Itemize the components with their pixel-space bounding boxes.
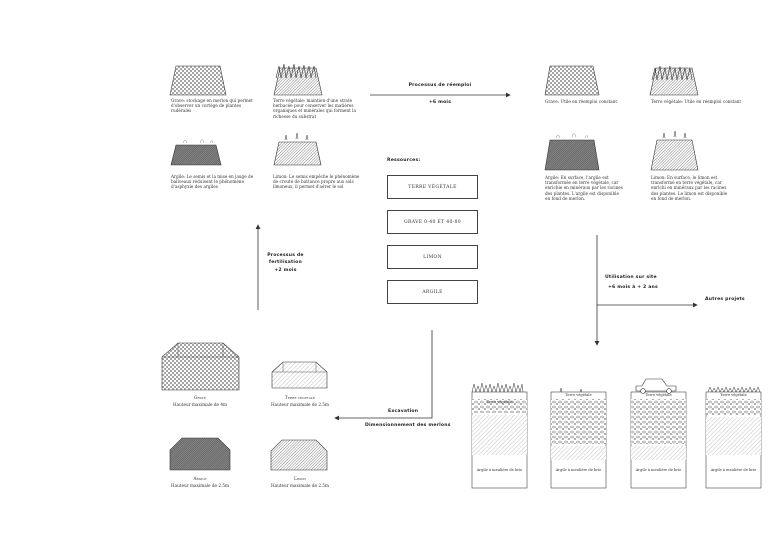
mound-argile-right-icon (545, 134, 599, 171)
arrow-fertilisation-title-2: fertilisation (269, 260, 302, 265)
caption-argile: Argile: Le semis et la mise en jauge de baliveaux réduisent le phénomène d'asphyxie des argiles (171, 174, 254, 190)
resource-grave: GRAVE 0-40 ET 40-80 (387, 210, 478, 234)
merlon-argile-height: Hauteur maximale de 2.5m (171, 483, 229, 488)
mound-grave-icon (170, 66, 226, 95)
mound-terre-vegetale-icon (274, 64, 322, 95)
soil-3-bottom-label: Argile à meulière de brie (635, 468, 682, 472)
merlon-limon-height: Hauteur maximale de 2.5m (271, 483, 329, 488)
caption-limon-right: Limon: En surface, le limon est transformé en terre végétale, car enrichi en minéraux par les racines des plantes. Le limon est disponible en fond de merlon. (651, 175, 728, 201)
soil-3-top-label: Terre végétale (645, 393, 672, 397)
merlon-terre-name: Terre végétale (284, 395, 316, 400)
arrow-excavation (335, 330, 432, 418)
merlon-grave-icon (162, 343, 239, 390)
soil-2-top-label: Terre végétale (565, 393, 592, 397)
arrow-utilisation-title: Utilisation sur site (605, 275, 657, 280)
soil-1-top-label: Terre végétale (486, 400, 513, 404)
soil-4-bottom-label: Argile à meulière de brie (710, 468, 757, 472)
merlon-limon-icon (271, 440, 327, 470)
car-icon (636, 379, 676, 393)
merlon-argile-icon (170, 438, 230, 470)
arrow-reemploi-title: Processus de réemploi (408, 83, 472, 88)
mound-grave-right-icon (545, 66, 599, 95)
merlon-grave-height: Hauteur maximale de 4m (173, 402, 227, 407)
mound-argile-icon (171, 140, 221, 166)
caption-terre-vegetale-right: Terre végétale: Utile en réemploi constant (651, 99, 742, 104)
merlon-grave-name: Grave (194, 395, 206, 400)
resources-title: Ressources: (387, 158, 421, 163)
mound-limon-right-icon (651, 131, 698, 170)
mound-limon-icon (274, 133, 321, 165)
caption-limon: Limon: Le semis empêche le phénomène de croute de battance propre aux sols limoneux, il permet d'aérer le sol (273, 174, 360, 190)
resource-terre-vegetale: TERRE VÉGÉTALE (387, 175, 478, 199)
resource-limon: LIMON (387, 245, 478, 269)
merlon-terre-vegetale-icon (272, 362, 327, 388)
merlon-argile-name: Argile (193, 476, 207, 481)
soil-section-3 (631, 392, 686, 488)
caption-grave-right: Grave: Utile en réemploi constant (545, 99, 618, 104)
soil-2-bottom-label: Argile à meulière de brie (555, 468, 602, 472)
arrow-fertilisation-duration: +2 mois (274, 268, 297, 273)
merlon-limon-name: Limon (293, 476, 307, 481)
soil-1-bottom-label: Argile à meulière de brie (476, 468, 523, 472)
excavation-label: Excavation (388, 409, 419, 414)
caption-grave: Grave: stockage en merlon qui permet d'observer un cortège de plantes rudérales (171, 98, 253, 114)
autres-projets-label: Autres projets (705, 297, 745, 302)
caption-terre-vegetale: Terre végétale: maintien d'une strate herbacée pour conserver les matières organiques et minérales qui forment la richesse du substrat (273, 98, 356, 119)
arrow-reemploi-duration: +6 mois (428, 100, 452, 105)
soil-4-top-label: Terre végétale (720, 393, 747, 397)
merlon-terre-height: Hauteur maximale de 2.5m (271, 402, 329, 407)
mound-terre-vegetale-right-icon (650, 66, 698, 95)
resource-argile: ARGILE (387, 280, 478, 304)
arrow-utilisation-duration: +6 mois à + 2 ans (608, 285, 658, 290)
dimensionnement-label: Dimensionnement des merlons (365, 423, 451, 428)
caption-argile-right: Argile: En surface, l'argile est transformée en terre végétale, car enrichie en minéraux par les racines des plantes. L'argile est disponible en fond de merlon. (545, 175, 623, 201)
arrow-fertilisation-title-1: Processus de (267, 253, 304, 258)
